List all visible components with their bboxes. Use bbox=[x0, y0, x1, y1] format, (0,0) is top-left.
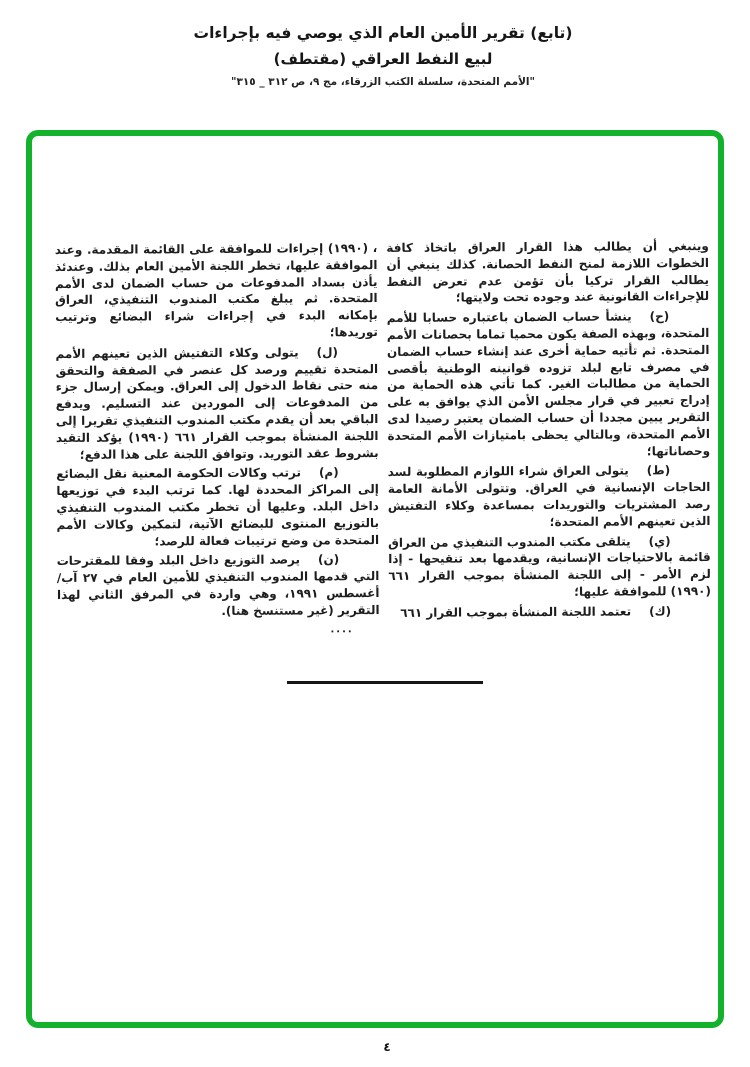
paragraph-mim bbox=[56, 464, 379, 550]
paragraph-label: (ي) bbox=[648, 533, 671, 548]
paragraph-label: (ن) bbox=[317, 552, 340, 567]
paragraph-label: (ك) bbox=[649, 603, 672, 619]
section-divider-rule bbox=[287, 681, 483, 684]
paragraph-nun bbox=[57, 551, 380, 620]
paragraph-text: ترتب وكالات الحكومة المعنية نقل البضائع إلى المراكز المحددة لها. كما ترتب البدء في توزيعها داخل البلد. وعليها أن تخطر مكتب المندوب التنفيذي بالتوزيع المنتوى للبضائع الآتية، لتمكين وكالات الأمم المتحدة من وضع ترتيبات فعالة للرصد؛ bbox=[56, 465, 380, 548]
paragraph-text: ينشأ حساب الضمان باعتباره حسابا للأمم المتحدة، وبهذه الصفة يكون محميا تماما بحصانات الأمم المتحدة. ثم تأتيه حماية أخرى عند إنشاء حساب الضمان في مصرف تابع لبلد تزوده قوانينه الوطنية بأقصى الحماية من مطالبات الغير. كما تأتي هذه الحماية من إدراج تعبير في قرار مجلس الأمن الذي يوافق به على التقرير يبين مجددا أن حساب الضمان يعتبر رصيدا لدى الأمم المتحدة، وبالتالي يحظى بامتيازات الأمم المتحدة وحصاناتها؛ bbox=[386, 309, 711, 458]
paragraph-intro-continuation bbox=[386, 238, 709, 307]
paragraph-text: يتولى وكلاء التفتيش الذين تعينهم الأمم المتحدة تقييم ورصد كل عنصر في الصفقة والتحقق منه حتى نقاط الدخول إلى العراق. ويمكن إرسال جزء من المدفوعات إلى الموردين عند التسليم. ويدفع الباقي بعد أن يقدم مكتب المندوب التنفيذي تقريرا إلى اللجنة المنشأة بموجب القرار ٦٦١ (١٩٩٠) يؤكد التقيد بشروط عقد التوريد. وتوافق اللجنة على هذا الدفع؛ bbox=[55, 345, 379, 462]
paragraph-ya bbox=[388, 533, 711, 602]
paragraph-text: يرصد التوزيع داخل البلد وفقا للمقترحات التي قدمها المندوب التنفيذي للأمين العام في ٢٧ آب/ أغسطس ١٩٩١، وهي واردة في المرفق الثاني لهذا التقرير (غير مستنسخ هنا). bbox=[56, 552, 380, 618]
document-frame-border bbox=[26, 130, 724, 1028]
paragraph-label: (م) bbox=[318, 465, 339, 480]
paragraph-text: يتولى العراق شراء اللوازم المطلوبة لسد الحاجات الإنسانية في العراق. وتتولى الأمانة العامة رصد المشتريات والتوريدات بمساعدة وكلاء التفتيش الذين تعينهم الأمم المتحدة؛ bbox=[387, 463, 711, 529]
document-header bbox=[8, 24, 750, 88]
paragraph-tta bbox=[388, 462, 711, 531]
paragraph-kaf bbox=[389, 603, 712, 622]
header-source-citation: "الأمم المتحدة، سلسلة الكتب الزرقاء، مج ٩، ص ٣١٢ _ ٣١٥" bbox=[231, 76, 535, 88]
paragraph-text: تعتمد اللجنة المنشأة بموجب القرار ٦٦١ bbox=[400, 604, 632, 620]
column-right bbox=[386, 238, 711, 641]
paragraph-text: ، (١٩٩٠) إجراءات للموافقة على القائمة المقدمة. وعند الموافقة عليها، تخطر اللجنة الأمين العام بذلك. وعندئذ يأذن بسداد المدفوعات من حساب الضمان لدى الأمم المتحدة. ثم يبلغ مكتب المندوب التنفيذي، العراق بإمكانه البدء في إجراءات شراء البضائع وترتيب توريدها؛ bbox=[54, 241, 378, 340]
paragraph-text: وينبغي أن يطالب هذا القرار العراق باتخاذ كافة الخطوات اللازمة لمنح النفط الحصانة. كذلك ينبغي أن يطالب القرار تركيا بأن تؤمن عدم تعرض النفط للإجراءات القانونية عند وجوده تحت ولايتها؛ bbox=[386, 239, 710, 305]
column-left bbox=[55, 240, 380, 643]
paragraph-label: (ل) bbox=[316, 345, 339, 360]
document-body bbox=[55, 238, 711, 643]
page-number: ٤ bbox=[383, 1040, 391, 1054]
paragraph-lam bbox=[55, 344, 378, 464]
paragraph-ha bbox=[387, 308, 710, 461]
paragraph-continuation-1990 bbox=[55, 240, 378, 343]
header-title-line-1: (تابع) تقرير الأمين العام الذي يوصي فيه بإجراءات bbox=[193, 24, 573, 42]
ellipsis-dots: .... bbox=[330, 623, 354, 635]
paragraph-text: يتلقى مكتب المندوب التنفيذي من العراق قائمة بالاحتياجات الإنسانية، ويقدمها بعد تنقيحها - إذا لزم الأمر - إلى اللجنة المنشأة بموجب القرار ٦٦١ (١٩٩٠) للموافقة عليها؛ bbox=[388, 534, 711, 599]
paragraph-label: (ط) bbox=[646, 463, 671, 478]
header-title-line-2: لبيع النفط العراقي (مقتطف) bbox=[273, 50, 493, 68]
paragraph-label: (ح) bbox=[649, 309, 670, 324]
